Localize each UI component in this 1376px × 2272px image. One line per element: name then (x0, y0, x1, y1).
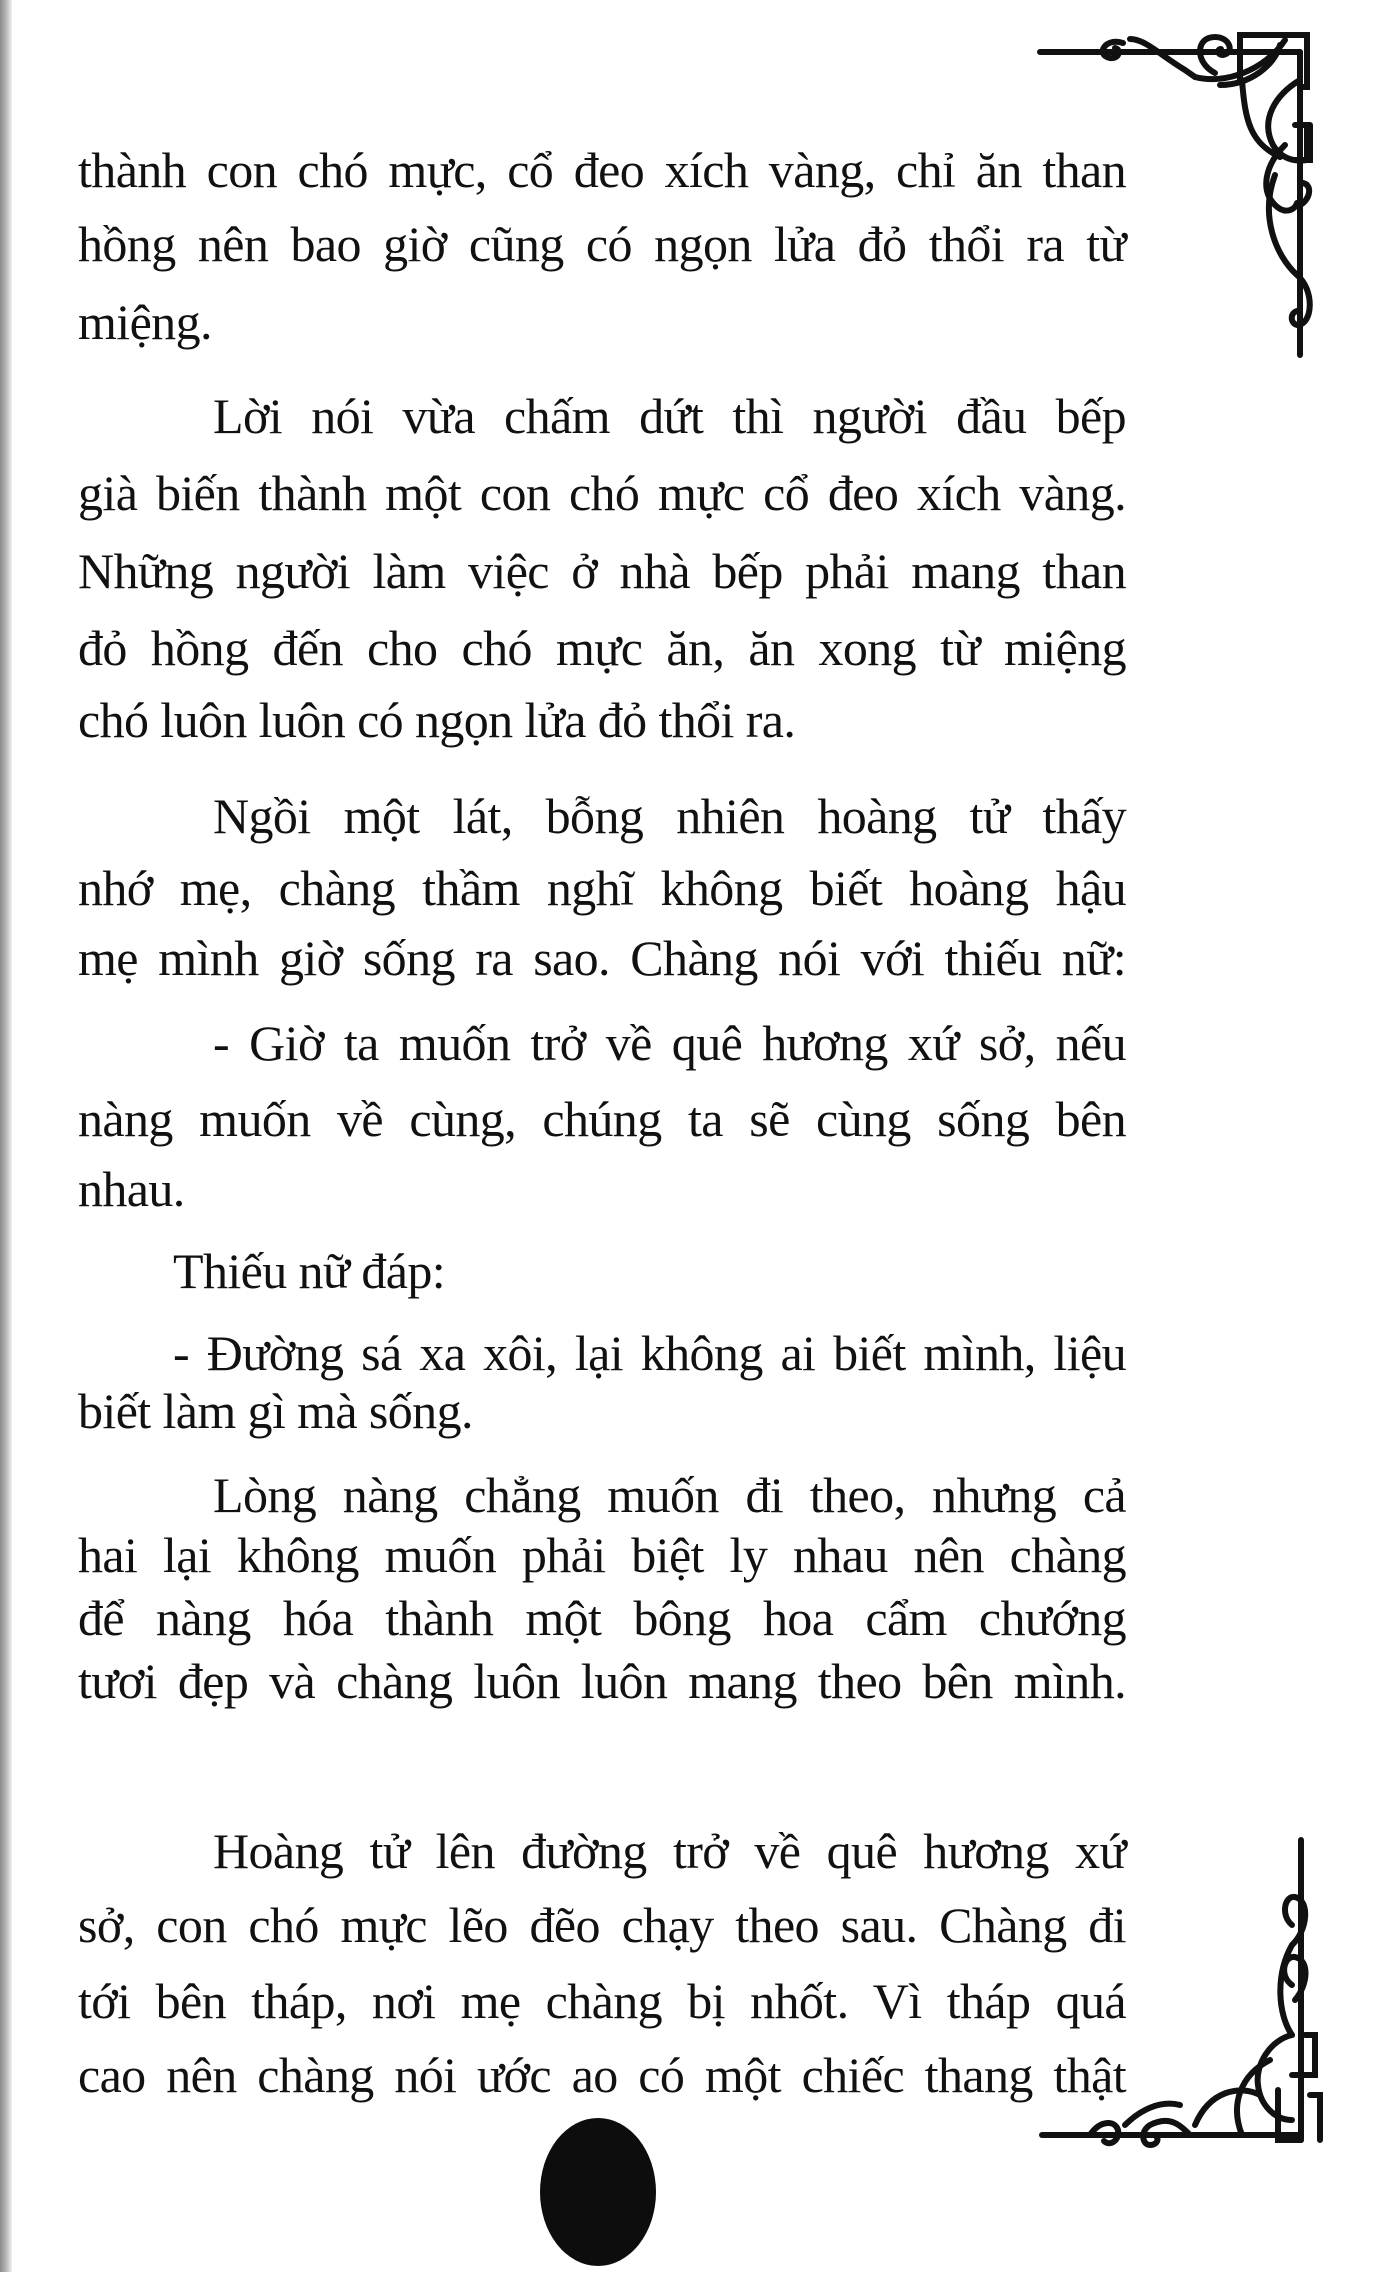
dialogue-first-line: - Giờ ta muốn trở về quê hương xứ sở, nếu (213, 1015, 1126, 1071)
text-line: nàng muốn về cùng, chúng ta sẽ cùng sống bên (78, 1091, 1126, 1147)
page-marker-oval (540, 2118, 656, 2266)
text-line: hai lại không muốn phải biệt ly nhau nên chàng (78, 1527, 1126, 1583)
paragraph-first-line: Ngồi một lát, bỗng nhiên hoàng tử thấy (213, 788, 1126, 844)
text-line: thành con chó mực, cổ đeo xích vàng, chỉ ăn than (78, 142, 1126, 198)
text-line: sở, con chó mực lẽo đẽo chạy theo sau. Chàng đi (78, 1897, 1126, 1953)
text-line: già biến thành một con chó mực cổ đeo xích vàng. (78, 465, 1126, 521)
text-line: chó luôn luôn có ngọn lửa đỏ thổi ra. (78, 692, 796, 748)
dialogue-intro-line: Thiếu nữ đáp: (173, 1243, 446, 1299)
paragraph-first-line: Lời nói vừa chấm dứt thì người đầu bếp (213, 388, 1126, 444)
text-line: hồng nên bao giờ cũng có ngọn lửa đỏ thổi ra từ (78, 216, 1126, 272)
text-line: tươi đẹp và chàng luôn luôn mang theo bên mình. (78, 1653, 1126, 1709)
corner-flourish-ornament-top (1035, 25, 1335, 370)
text-line: nhớ mẹ, chàng thầm nghĩ không biết hoàng hậu (78, 860, 1126, 916)
text-line: mẹ mình giờ sống ra sao. Chàng nói với thiếu nữ: (78, 930, 1126, 986)
paragraph-first-line: Lòng nàng chẳng muốn đi theo, nhưng cả (213, 1467, 1126, 1523)
text-line: đỏ hồng đến cho chó mực ăn, ăn xong từ miệng (78, 620, 1126, 676)
text-line: để nàng hóa thành một bông hoa cẩm chướng (78, 1590, 1126, 1646)
text-line: miệng. (78, 294, 212, 350)
paragraph-first-line: Hoàng tử lên đường trở về quê hương xứ (213, 1823, 1126, 1879)
text-line: cao nên chàng nói ước ao có một chiếc thang thật (78, 2047, 1126, 2103)
text-line: nhau. (78, 1161, 185, 1217)
text-line: biết làm gì mà sống. (78, 1383, 473, 1439)
text-line: tới bên tháp, nơi mẹ chàng bị nhốt. Vì tháp quá (78, 1973, 1126, 2029)
scan-edge-shadow (0, 0, 12, 2272)
text-line: Những người làm việc ở nhà bếp phải mang than (78, 543, 1126, 599)
dialogue-first-line: - Đường sá xa xôi, lại không ai biết mình, liệu (173, 1325, 1126, 1381)
corner-flourish-ornament-bottom (1030, 1835, 1330, 2165)
